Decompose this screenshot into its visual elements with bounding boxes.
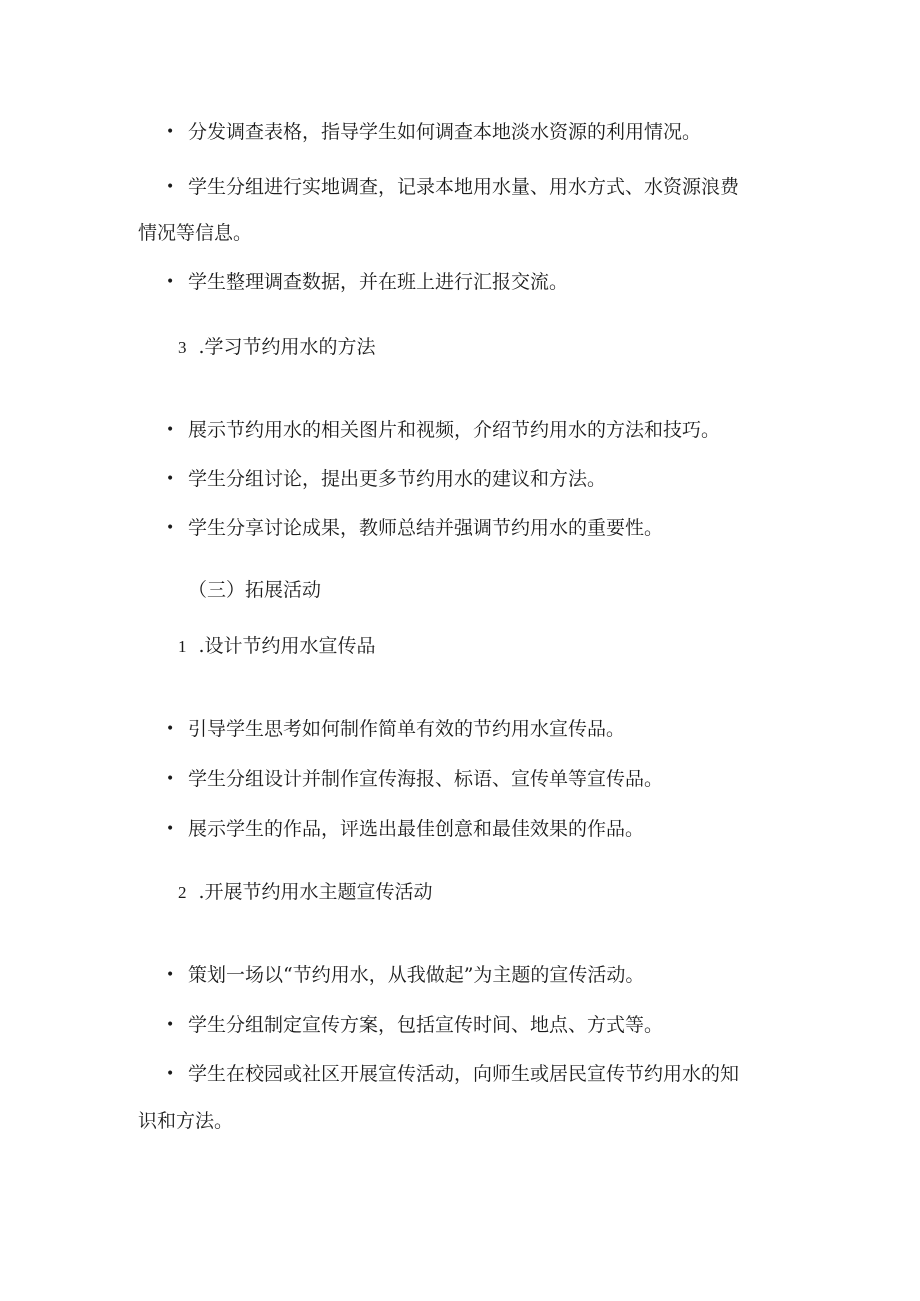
- list-item: [166, 123, 701, 142]
- list-item: [166, 178, 739, 197]
- subheading-1: [178, 637, 376, 656]
- subheading-3: [178, 338, 376, 357]
- bullet-icon: •: [166, 721, 175, 737]
- bullet-icon: •: [166, 1017, 175, 1033]
- bullet-icon: •: [166, 967, 175, 983]
- section-heading: （三）拓展活动: [188, 579, 322, 601]
- bullet-icon: •: [166, 179, 175, 195]
- list-item-text: 展示学生的作品，评选出最佳创意和最佳效果的作品。: [188, 818, 645, 840]
- list-item: [166, 273, 568, 292]
- subheading-number: 3: [178, 338, 187, 357]
- list-item-text: 学生分享讨论成果，教师总结并强调节约用水的重要性。: [188, 517, 664, 539]
- list-item: [166, 421, 720, 440]
- list-item-text: 展示节约用水的相关图片和视频，介绍节约用水的方法和技巧。: [188, 419, 721, 441]
- list-item: [166, 470, 606, 489]
- list-item-text: 引导学生思考如何制作简单有效的节约用水宣传品。: [188, 718, 626, 740]
- bullet-icon: •: [166, 821, 175, 837]
- list-item: [166, 519, 663, 538]
- list-item: [166, 1016, 663, 1035]
- subheading-number: 2: [178, 883, 187, 902]
- list-item-text: 学生在校园或社区开展宣传活动，向师生或居民宣传节约用水的知: [188, 1063, 740, 1085]
- subheading-text: .学习节约用水的方法: [198, 336, 376, 358]
- bullet-icon: •: [166, 520, 175, 536]
- list-item-text: 分发调查表格，指导学生如何调查本地淡水资源的利用情况。: [188, 121, 702, 143]
- list-item: [166, 966, 644, 985]
- list-item-text: 学生分组进行实地调查，记录本地用水量、用水方式、水资源浪费: [188, 176, 740, 198]
- subheading-text: .开展节约用水主题宣传活动: [198, 881, 433, 903]
- list-item: [166, 1065, 739, 1084]
- bullet-icon: •: [166, 471, 175, 487]
- list-item: [166, 820, 644, 839]
- subheading-2: [178, 883, 433, 902]
- subheading-number: 1: [178, 637, 187, 656]
- list-item: [166, 770, 663, 789]
- bullet-icon: •: [166, 1066, 175, 1082]
- bullet-icon: •: [166, 124, 175, 140]
- subheading-text: .设计节约用水宣传品: [198, 635, 376, 657]
- list-item-text: 学生分组讨论，提出更多节约用水的建议和方法。: [188, 468, 607, 490]
- bullet-icon: •: [166, 274, 175, 290]
- list-item-text: 学生分组制定宣传方案，包括宣传时间、地点、方式等。: [188, 1014, 664, 1036]
- bullet-icon: •: [166, 771, 175, 787]
- bullet-icon: •: [166, 422, 175, 438]
- list-item-text: 学生分组设计并制作宣传海报、标语、宣传单等宣传品。: [188, 768, 664, 790]
- list-item-continuation: 情况等信息。: [138, 222, 253, 244]
- list-item-text: 策划一场以“节约用水，从我做起”为主题的宣传活动。: [188, 964, 645, 986]
- list-item: [166, 720, 625, 739]
- list-item-text: 学生整理调查数据，并在班上进行汇报交流。: [188, 271, 569, 293]
- list-item-continuation: 识和方法。: [138, 1110, 234, 1132]
